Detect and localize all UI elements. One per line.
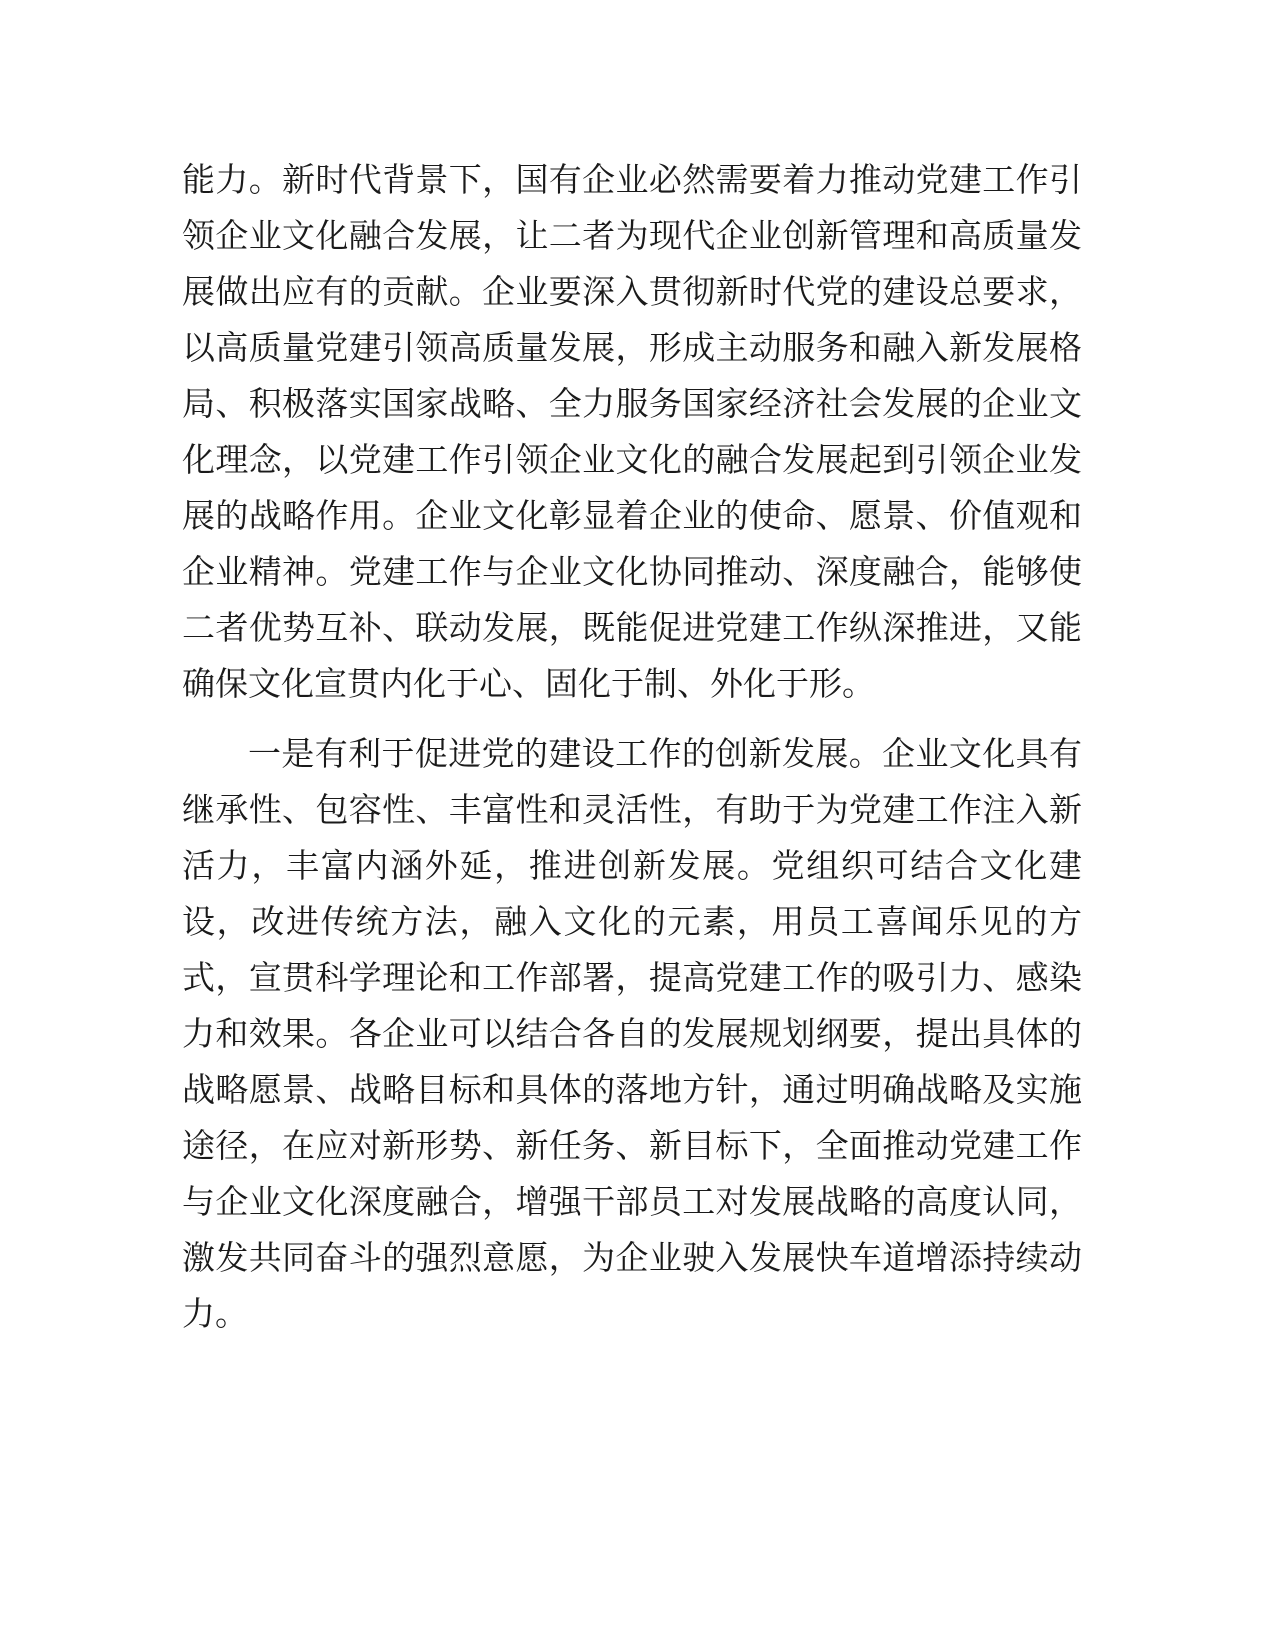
text-line: 二者优势互补、联动发展，既能促进党建工作纵深推进，又能 <box>182 608 1082 647</box>
text-line: 力和效果。各企业可以结合各自的发展规划纲要，提出具体的 <box>182 1014 1082 1053</box>
text-line: 确保文化宣贯内化于心、固化于制、外化于形。 <box>182 664 875 703</box>
body-text <box>182 152 1082 1342</box>
text-line: 展的战略作用。企业文化彰显着企业的使命、愿景、价值观和 <box>182 496 1082 535</box>
text-line: 以高质量党建引领高质量发展，形成主动服务和融入新发展格 <box>182 328 1082 367</box>
text-line: 与企业文化深度融合，增强干部员工对发展战略的高度认同， <box>182 1182 1082 1221</box>
paragraph-gap <box>182 712 1082 726</box>
text-line: 局、积极落实国家战略、全力服务国家经济社会发展的企业文 <box>182 384 1082 423</box>
text-line: 设，改进传统方法，融入文化的元素，用员工喜闻乐见的方 <box>182 902 1082 941</box>
text-line: 展做出应有的贡献。企业要深入贯彻新时代党的建设总要求， <box>182 272 1082 311</box>
text-line: 途径，在应对新形势、新任务、新目标下，全面推动党建工作 <box>182 1126 1082 1165</box>
text-line: 式，宣贯科学理论和工作部署，提高党建工作的吸引力、感染 <box>182 958 1082 997</box>
text-line: 化理念，以党建工作引领企业文化的融合发展起到引领企业发 <box>182 440 1082 479</box>
text-line: 力。 <box>182 1294 248 1333</box>
text-line: 激发共同奋斗的强烈意愿，为企业驶入发展快车道增添持续动 <box>182 1238 1082 1277</box>
text-line: 继承性、包容性、丰富性和灵活性，有助于为党建工作注入新 <box>182 790 1082 829</box>
text-line: 企业精神。党建工作与企业文化协同推动、深度融合，能够使 <box>182 552 1082 591</box>
paragraph-1 <box>182 152 1082 712</box>
text-line: 一是有利于促进党的建设工作的创新发展。企业文化具有 <box>248 734 1082 773</box>
text-line: 战略愿景、战略目标和具体的落地方针，通过明确战略及实施 <box>182 1070 1082 1109</box>
paragraph-2 <box>182 726 1082 1342</box>
text-line: 能力。新时代背景下，国有企业必然需要着力推动党建工作引 <box>182 160 1082 199</box>
text-line: 活力，丰富内涵外延，推进创新发展。党组织可结合文化建 <box>182 846 1082 885</box>
text-line: 领企业文化融合发展，让二者为现代企业创新管理和高质量发 <box>182 216 1082 255</box>
